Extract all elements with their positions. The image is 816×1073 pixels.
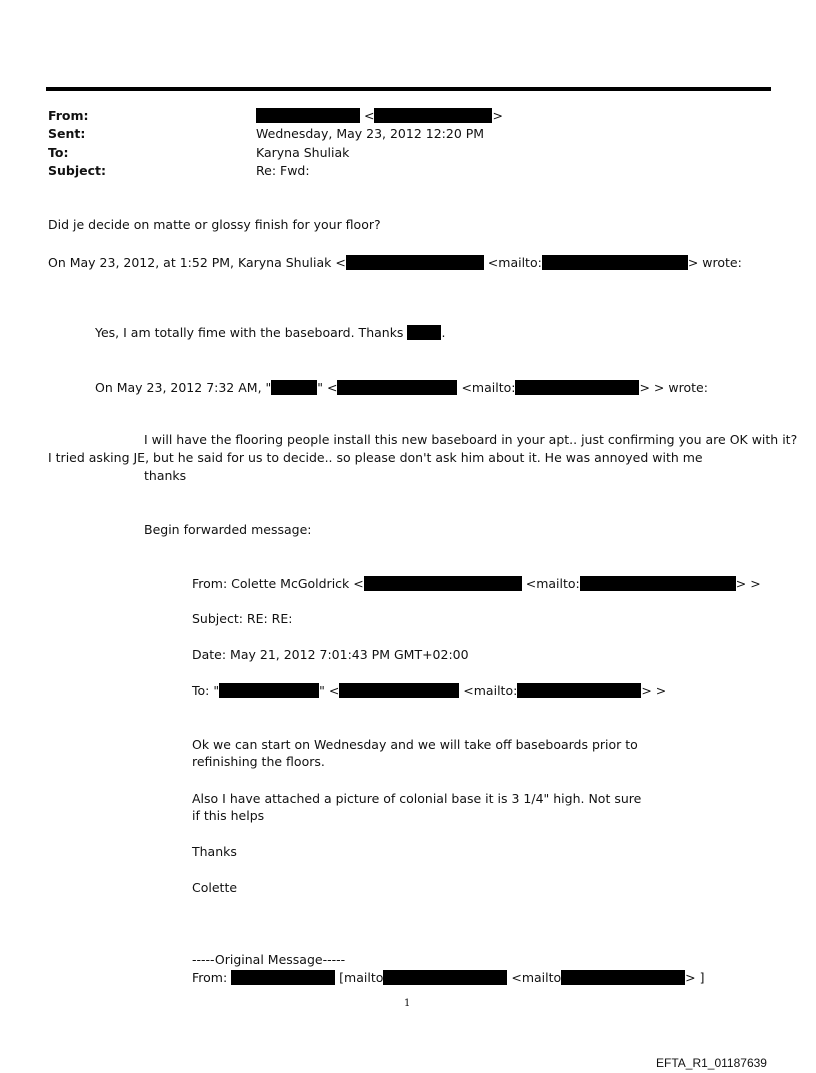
redaction-box: [231, 970, 335, 985]
subject-label: Subject:: [48, 163, 106, 178]
original-from-line: From: [mailto <mailto > ]: [192, 970, 705, 985]
forwarded-signature: Colette: [192, 880, 238, 895]
redaction-box: [256, 108, 360, 123]
forwarded-para-1-line-2: refinishing the floors.: [192, 754, 325, 769]
header-rule: [46, 87, 771, 91]
forwarded-para-1-line-1: Ok we can start on Wednesday and we will take off baseboards prior to: [192, 737, 638, 752]
to-value: Karyna Shuliak: [256, 145, 350, 160]
redaction-box: [561, 970, 685, 985]
forwarded-to-line: To: " " < <mailto: > >: [192, 683, 667, 698]
sent-label: Sent:: [48, 126, 86, 141]
redaction-box: [337, 380, 457, 395]
redaction-box: [339, 683, 459, 698]
message-line-1: I will have the flooring people install this new baseboard in your apt.. just confirming you are OK with it?: [144, 432, 798, 447]
begin-forwarded-label: Begin forwarded message:: [144, 522, 312, 537]
reply-line-1: Yes, I am totally fime with the baseboard. Thanks .: [95, 325, 446, 340]
redaction-box: [364, 576, 522, 591]
wrote-line-1: On May 23, 2012, at 1:52 PM, Karyna Shuliak < <mailto: > wrote:: [48, 255, 742, 270]
redaction-box: [407, 325, 441, 340]
redaction-box: [383, 970, 507, 985]
message-line-2: I tried asking JE, but he said for us to decide.. so please don't ask him about it. He was annoyed with me: [48, 450, 703, 465]
redaction-box: [346, 255, 484, 270]
redaction-box: [219, 683, 319, 698]
redaction-box: [374, 108, 492, 123]
redaction-box: [271, 380, 317, 395]
page-number: 1: [404, 998, 411, 1009]
redaction-box: [515, 380, 639, 395]
redaction-box: [517, 683, 641, 698]
forwarded-date-line: Date: May 21, 2012 7:01:43 PM GMT+02:00: [192, 647, 469, 662]
original-message-separator: -----Original Message-----: [192, 952, 346, 967]
from-label: From:: [48, 108, 89, 123]
redaction-box: [580, 576, 736, 591]
from-value: < >: [256, 108, 503, 124]
body-line-1: Did je decide on matte or glossy finish for your floor?: [48, 217, 381, 232]
forwarded-thanks: Thanks: [192, 844, 237, 859]
to-label: To:: [48, 145, 69, 160]
document-id-footer: EFTA_R1_01187639: [656, 1056, 767, 1070]
forwarded-from-line: From: Colette McGoldrick < <mailto: > >: [192, 576, 761, 591]
subject-value: Re: Fwd:: [256, 163, 310, 178]
sent-value: Wednesday, May 23, 2012 12:20 PM: [256, 126, 485, 141]
forwarded-subject-line: Subject: RE: RE:: [192, 611, 293, 626]
message-line-3: thanks: [144, 468, 187, 483]
wrote-line-2: On May 23, 2012 7:32 AM, " " < <mailto: > > wrote:: [95, 380, 708, 395]
forwarded-para-2-line-2: if this helps: [192, 808, 265, 823]
redaction-box: [542, 255, 688, 270]
forwarded-para-2-line-1: Also I have attached a picture of colonial base it is 3 1/4" high. Not sure: [192, 791, 642, 806]
